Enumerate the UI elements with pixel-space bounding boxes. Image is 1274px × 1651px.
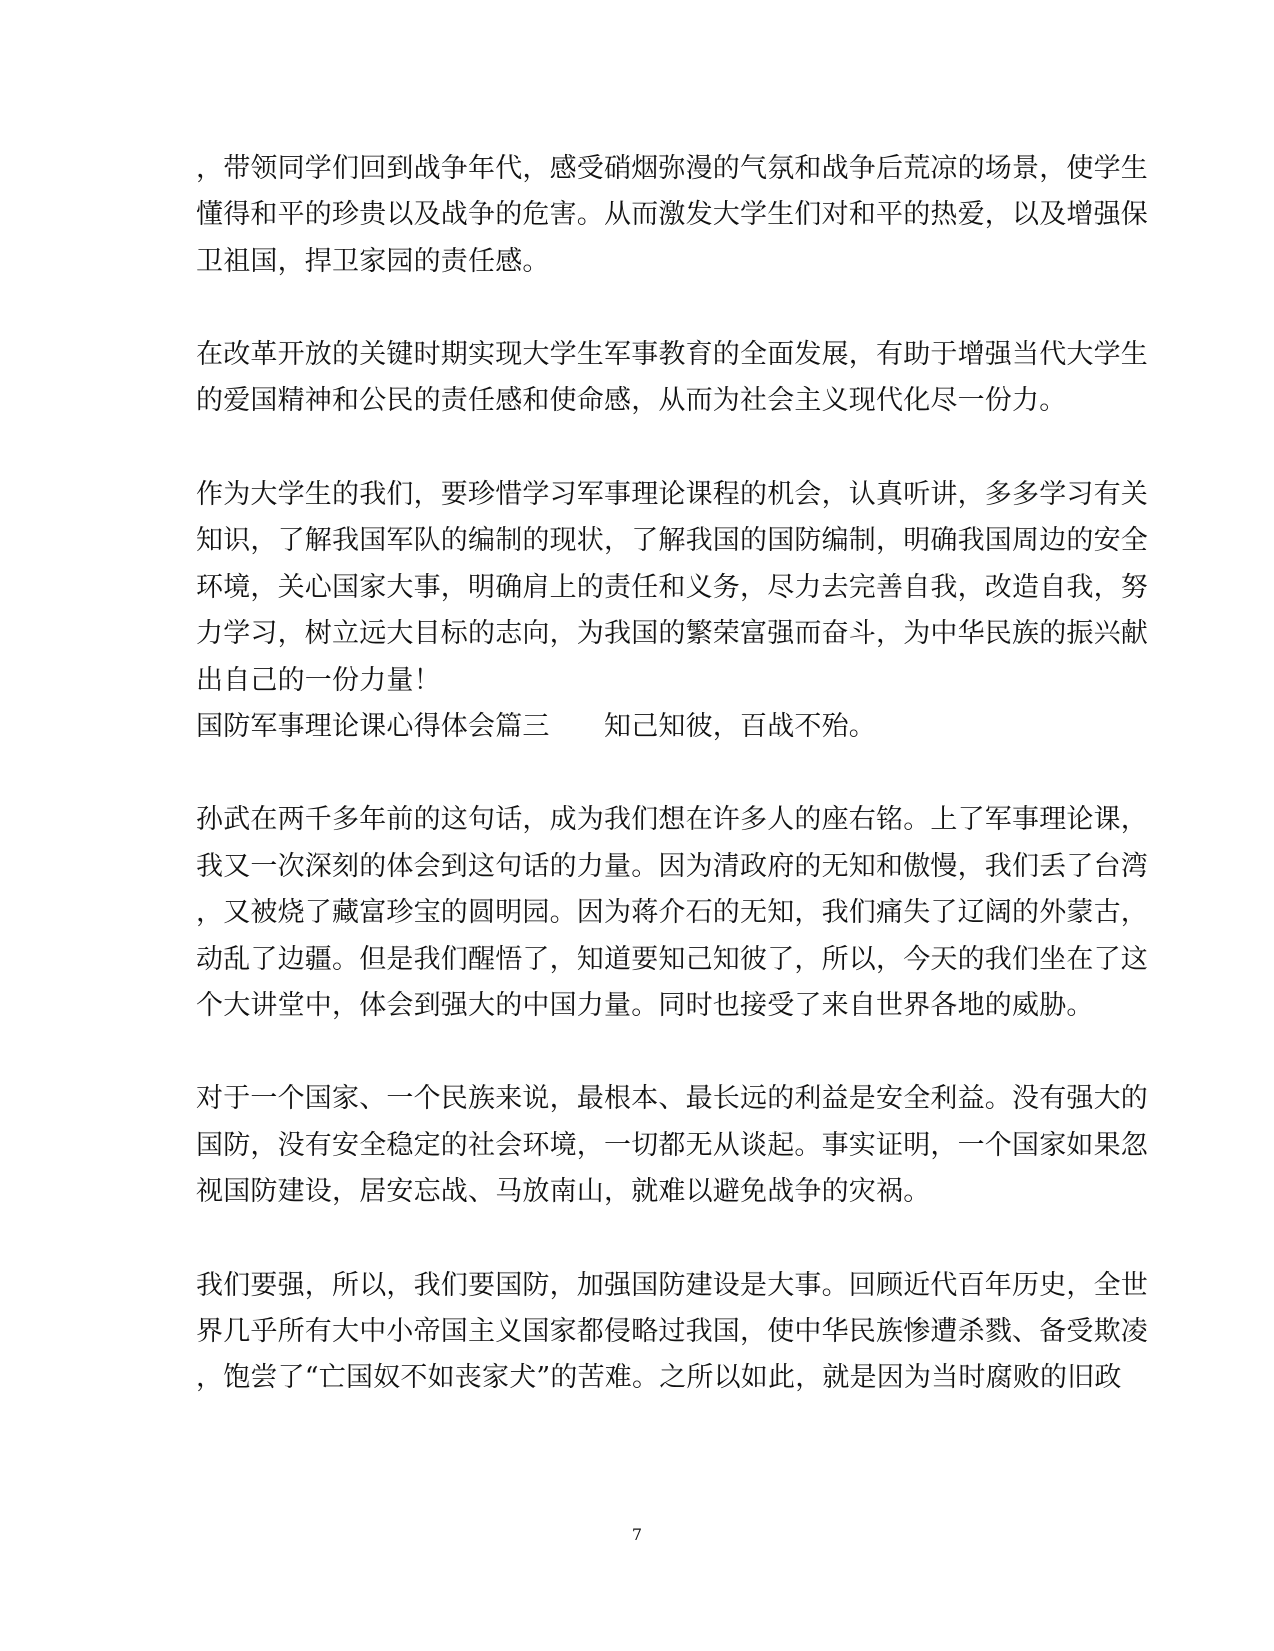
text-line: 出自己的一份力量！ xyxy=(196,665,441,696)
text-line: 力学习，树立远大目标的志向，为我国的繁荣富强而奋斗，为中华民族的振兴献 xyxy=(196,618,1148,649)
text-line: 我们要强，所以，我们要国防，加强国防建设是大事。回顾近代百年历史，全世 xyxy=(196,1270,1148,1301)
text-line: 界几乎所有大中小帝国主义国家都侵略过我国，使中华民族惨遭杀戮、备受欺凌 xyxy=(196,1316,1148,1347)
section-heading: 国防军事理论课心得体会篇三 知己知彼，百战不殆。 xyxy=(196,711,876,742)
text-line: 作为大学生的我们，要珍惜学习军事理论课程的机会，认真听讲，多多学习有关 xyxy=(196,479,1148,510)
text-line: 个大讲堂中，体会到强大的中国力量。同时也接受了来自世界各地的威胁。 xyxy=(196,990,1094,1021)
text-line: 我又一次深刻的体会到这句话的力量。因为清政府的无知和傲慢，我们丢了台湾 xyxy=(196,851,1148,882)
text-line: 对于一个国家、一个民族来说，最根本、最长远的利益是安全利益。没有强大的 xyxy=(196,1083,1148,1114)
text-line: 的爱国精神和公民的责任感和使命感，从而为社会主义现代化尽一份力。 xyxy=(196,385,1067,416)
text-line: ，饱尝了“亡国奴不如丧家犬”的苦难。之所以如此，就是因为当时腐败的旧政 xyxy=(196,1362,1122,1393)
text-line: 孙武在两千多年前的这句话，成为我们想在许多人的座右铭。上了军事理论课， xyxy=(196,804,1148,835)
text-line: 在改革开放的关键时期实现大学生军事教育的全面发展，有助于增强当代大学生 xyxy=(196,339,1148,370)
text-line: 懂得和平的珍贵以及战争的危害。从而激发大学生们对和平的热爱，以及增强保 xyxy=(196,199,1148,230)
text-line: 动乱了边疆。但是我们醒悟了，知道要知己知彼了，所以，今天的我们坐在了这 xyxy=(196,944,1148,975)
text-line: 知识，了解我国军队的编制的现状，了解我国的国防编制，明确我国周边的安全 xyxy=(196,525,1148,556)
page-number: 7 xyxy=(631,1525,643,1544)
text-line: 卫祖国，捍卫家园的责任感。 xyxy=(196,246,550,277)
text-line: 视国防建设，居安忘战、马放南山，就难以避免战争的灾祸。 xyxy=(196,1176,931,1207)
text-line: 国防，没有安全稳定的社会环境，一切都无从谈起。事实证明，一个国家如果忽 xyxy=(196,1130,1148,1161)
text-line: ，带领同学们回到战争年代，感受硝烟弥漫的气氛和战争后荒凉的场景，使学生 xyxy=(196,153,1148,184)
text-line: 环境，关心国家大事，明确肩上的责任和义务，尽力去完善自我，改造自我，努 xyxy=(196,572,1148,603)
text-line: ，又被烧了藏富珍宝的圆明园。因为蒋介石的无知，我们痛失了辽阔的外蒙古， xyxy=(196,897,1148,928)
